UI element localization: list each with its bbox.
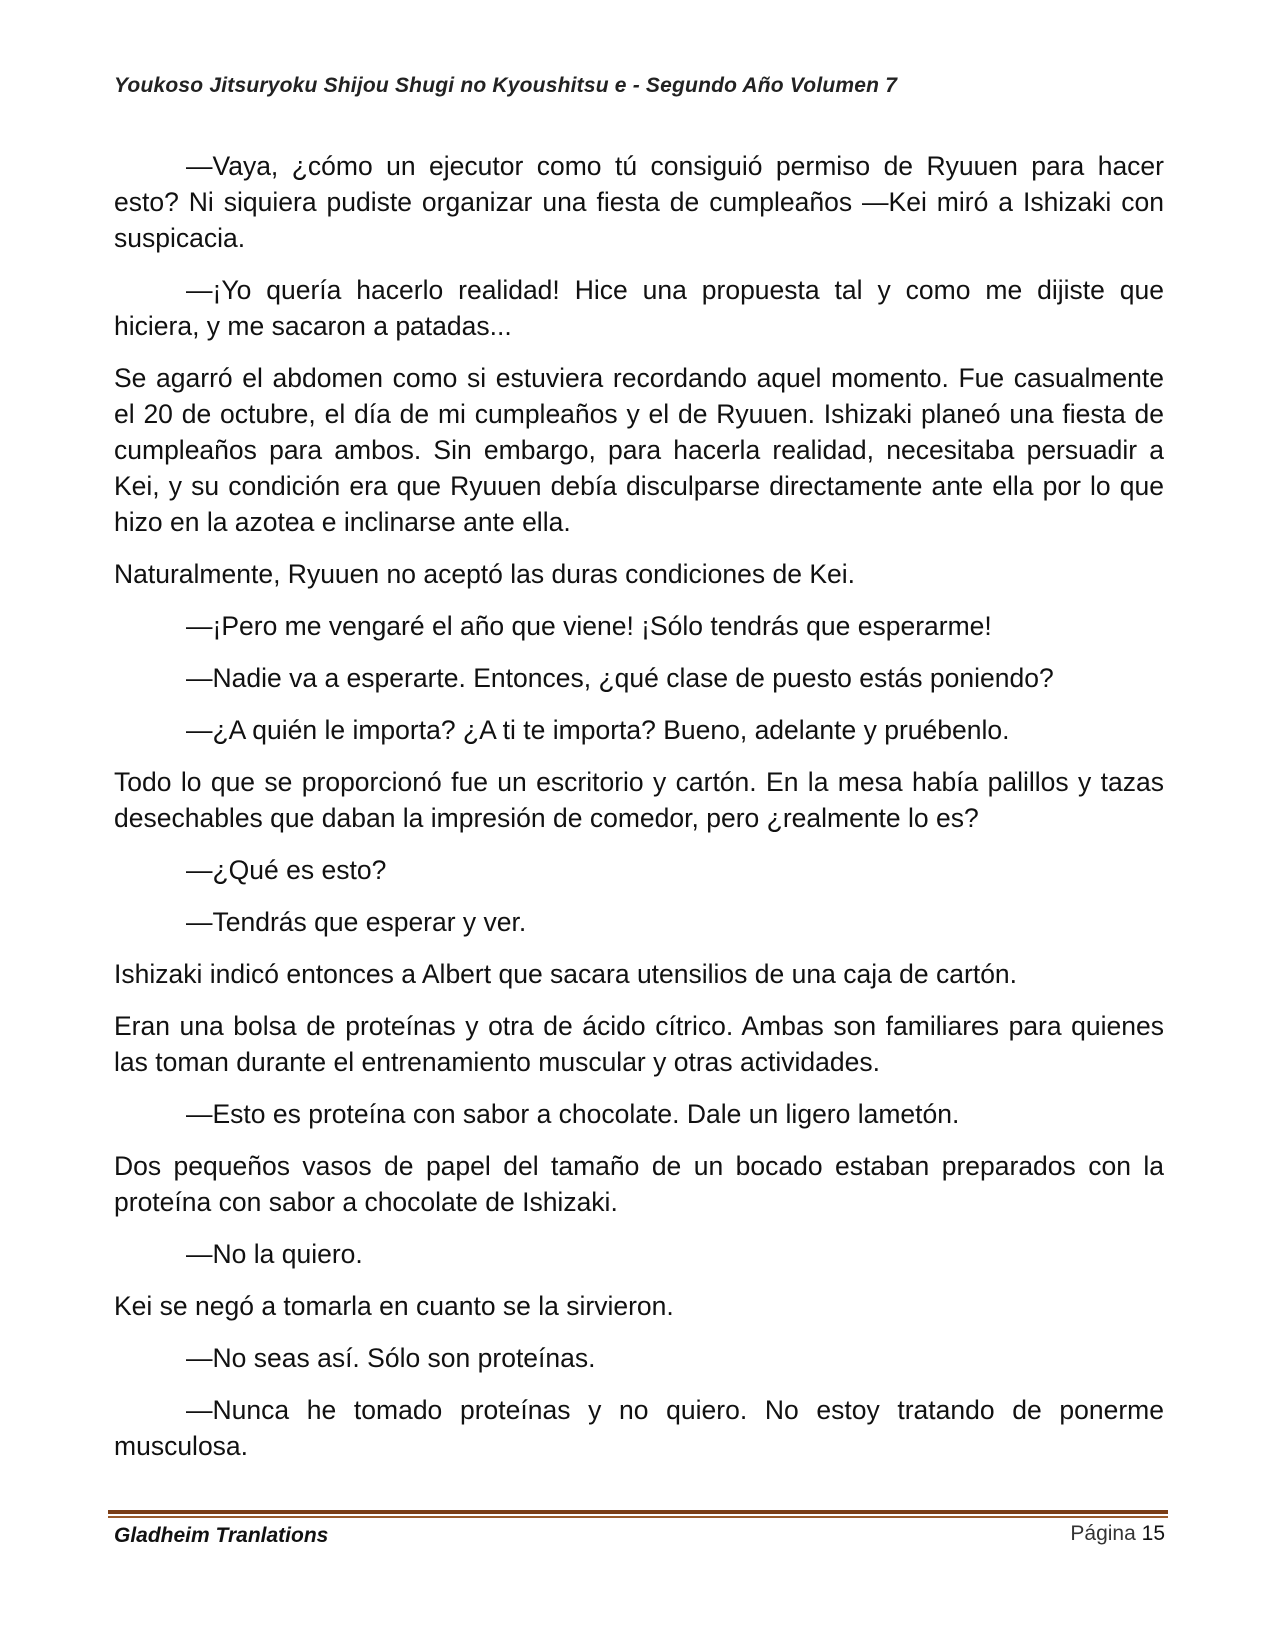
paragraph: Dos pequeños vasos de papel del tamaño de un bocado estaban preparados con la proteína con sabor a chocolate de Ishizaki.	[114, 1151, 1164, 1217]
paragraph: —Tendrás que esperar y ver.	[186, 907, 527, 937]
paragraph: Todo lo que se proporcionó fue un escritorio y cartón. En la mesa había palillos y tazas desechables que daban la impresión de comedor, pero ¿realmente lo es?	[114, 767, 1164, 833]
footer-credit: Gladheim Tranlations	[114, 1524, 329, 1547]
paragraph: —No la quiero.	[186, 1239, 363, 1269]
paragraph: —¿A quién le importa? ¿A ti te importa? Bueno, adelante y pruébenlo.	[186, 715, 1010, 745]
footer-divider-thin	[108, 1516, 1168, 1518]
page-number-value: 15	[1141, 1522, 1165, 1545]
footer-divider	[108, 1510, 1168, 1518]
paragraph: —No seas así. Sólo son proteínas.	[186, 1343, 596, 1373]
page-body	[114, 148, 1164, 1480]
paragraph: Ishizaki indicó entonces a Albert que sacara utensilios de una caja de cartón.	[114, 959, 1018, 989]
paragraph: Kei se negó a tomarla en cuanto se la sirvieron.	[114, 1291, 674, 1321]
paragraph: —¿Qué es esto?	[186, 855, 387, 885]
paragraph: Se agarró el abdomen como si estuviera recordando aquel momento. Fue casualmente el 20 de octubre, el día de mi cumpleaños y el de Ryuuen. Ishizaki planeó una fiesta de cumpleaños para ambos. Sin embargo, para hacerla realidad, necesitaba persuadir a Kei, y su condición era que Ryuuen debía disculparse directamente ante ella por lo que hizo en la azotea e inclinarse ante ella.	[114, 363, 1164, 537]
paragraph: Eran una bolsa de proteínas y otra de ácido cítrico. Ambas son familiares para quienes las toman durante el entrenamiento muscular y otras actividades.	[114, 1011, 1164, 1077]
paragraph: —Nunca he tomado proteínas y no quiero. No estoy tratando de ponerme musculosa.	[114, 1395, 1164, 1461]
paragraph: Naturalmente, Ryuuen no aceptó las duras condiciones de Kei.	[114, 559, 855, 589]
page-label: Página	[1070, 1522, 1136, 1545]
paragraph: —¡Yo quería hacerlo realidad! Hice una propuesta tal y como me dijiste que hiciera, y me sacaron a patadas...	[114, 275, 1164, 341]
paragraph: —¡Pero me vengaré el año que viene! ¡Sólo tendrás que esperarme!	[186, 611, 992, 641]
paragraph: —Nadie va a esperarte. Entonces, ¿qué clase de puesto estás poniendo?	[186, 663, 1054, 693]
paragraph: —Vaya, ¿cómo un ejecutor como tú consiguió permiso de Ryuuen para hacer esto? Ni siquiera pudiste organizar una fiesta de cumpleaños —Kei miró a Ishizaki con suspicacia.	[114, 151, 1164, 253]
page-number	[1070, 1522, 1165, 1546]
running-header: Youkoso Jitsuryoku Shijou Shugi no Kyoushitsu e - Segundo Año Volumen 7	[114, 74, 898, 97]
paragraph: —Esto es proteína con sabor a chocolate. Dale un ligero lametón.	[186, 1099, 960, 1129]
